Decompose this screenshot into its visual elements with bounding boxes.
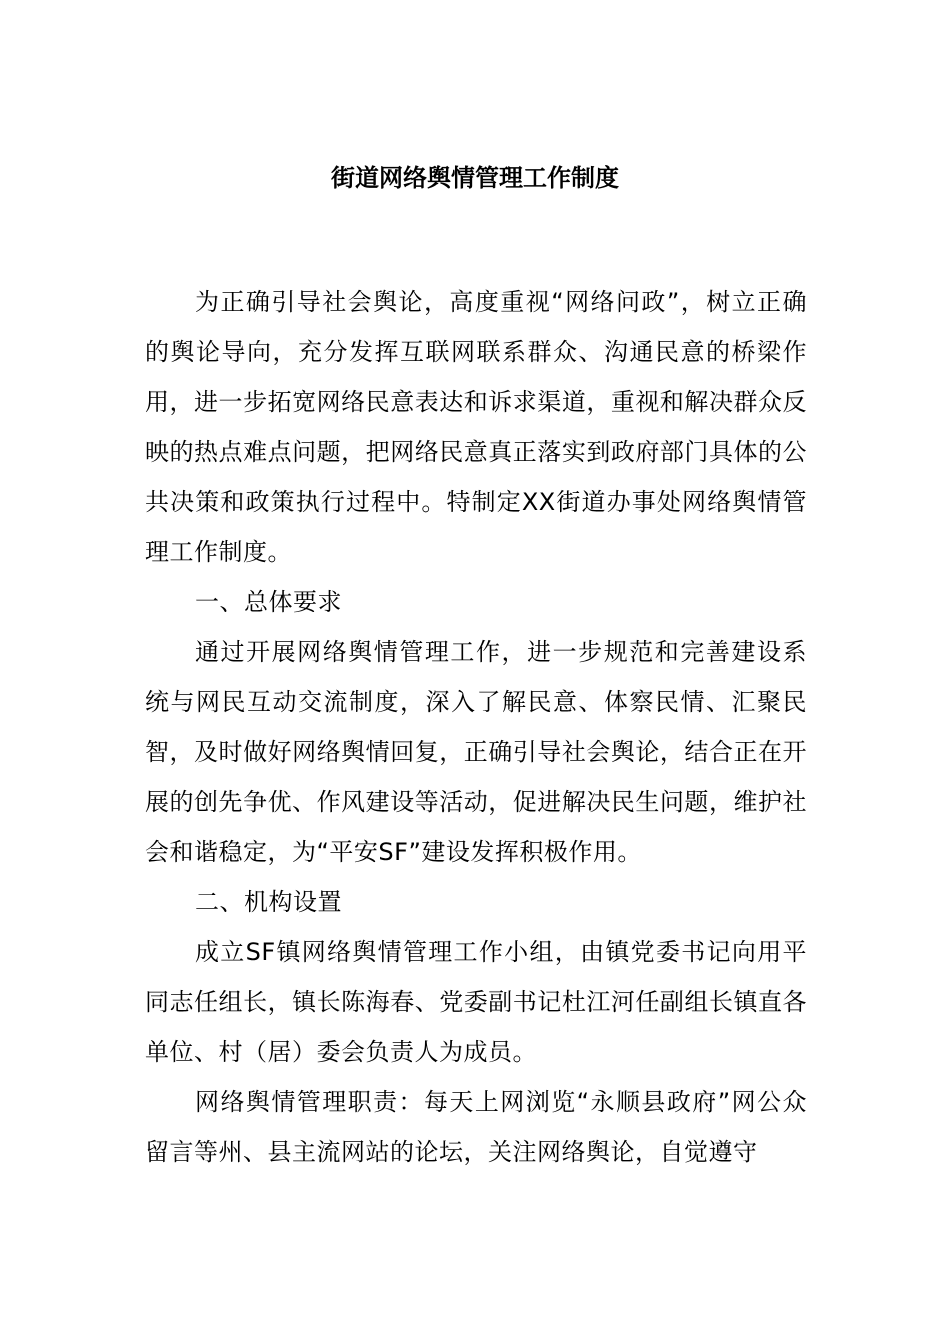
section-heading-general-requirements: 一、总体要求 bbox=[195, 588, 342, 616]
document-body bbox=[145, 277, 807, 1177]
intro-paragraph: 为正确引导社会舆论，高度重视“网络问政”，树立正确的舆论导向，充分发挥互联网联系群众、沟通民意的桥梁作用，进一步拓宽网络民意表达和诉求渠道，重视和解决群众反映的热点难点问题，把网络民意真正落实到政府部门具体的公共决策和政策执行过程中。特制定XX街道办事处网络舆情管理工作制度。 bbox=[145, 288, 807, 566]
general-requirements-paragraph: 通过开展网络舆情管理工作，进一步规范和完善建设系统与网民互动交流制度，深入了解民意、体察民情、汇聚民智，及时做好网络舆情回复，正确引导社会舆论，结合正在开展的创先争优、作风建设等活动，促进解决民生问题，维护社会和谐稳定，为“平安SF”建设发挥积极作用。 bbox=[145, 638, 807, 866]
organization-paragraph: 成立SF镇网络舆情管理工作小组，由镇党委书记向用平同志任组长，镇长陈海春、党委副书记杜江河任副组长镇直各单位、村（居）委会负责人为成员。 bbox=[145, 938, 807, 1066]
responsibilities-paragraph: 网络舆情管理职责：每天上网浏览“永顺县政府”网公众留言等州、县主流网站的论坛，关注网络舆论，自觉遵守 bbox=[145, 1088, 807, 1166]
section-heading-organization: 二、机构设置 bbox=[195, 888, 342, 916]
document-title: 街道网络舆情管理工作制度 bbox=[331, 164, 619, 192]
